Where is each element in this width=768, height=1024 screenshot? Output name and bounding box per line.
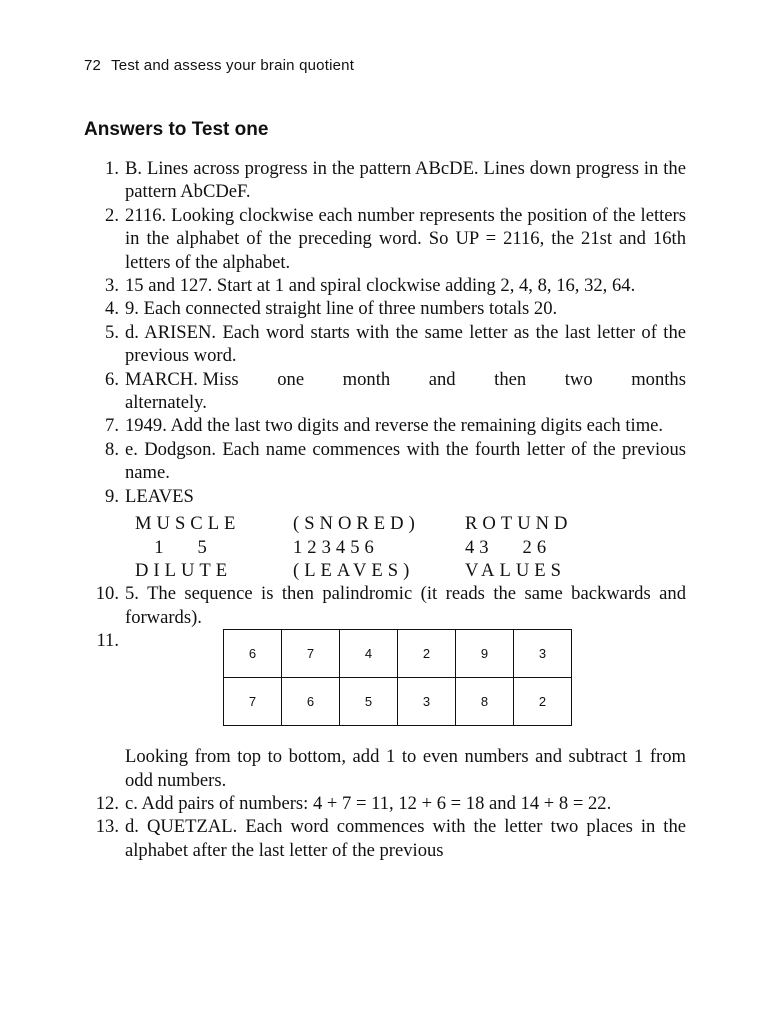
answer-text-line: [125, 368, 686, 391]
answer-number: 2.: [105, 204, 119, 226]
answer-number: 9.: [105, 485, 119, 507]
word-cell: ROTUND: [465, 513, 573, 535]
answer-item-13: [84, 815, 686, 862]
grid-cell: 2: [514, 678, 572, 726]
number-grid-wrapper: [125, 629, 686, 739]
answer-text: e. Dodgson. Each name commences with the fourth letter of the previous name.: [125, 438, 686, 484]
grid-cell: 6: [224, 630, 282, 678]
answer-item-4: [84, 297, 686, 320]
grid-cell: 5: [340, 678, 398, 726]
answer-number: 11.: [96, 630, 119, 652]
grid-cell: 7: [282, 630, 340, 678]
grid-row: [224, 630, 572, 678]
number-grid: [223, 629, 572, 726]
grid-cell: 9: [456, 630, 514, 678]
answer-number: 4.: [105, 298, 119, 320]
answers-list: [84, 157, 686, 862]
page-number: 72: [84, 57, 102, 74]
word: two: [564, 368, 593, 390]
answer-number: 1.: [105, 158, 119, 179]
word: then: [494, 368, 527, 390]
answer-number: 3.: [105, 275, 119, 297]
answer-text: LEAVES: [125, 485, 194, 507]
word: and: [428, 368, 456, 390]
word-cell: (SNORED): [293, 513, 420, 535]
answer-number: 5.: [105, 321, 119, 343]
word-row: [135, 512, 572, 535]
word-cell: 43 26: [465, 536, 552, 558]
grid-cell: 2: [398, 630, 456, 678]
grid-cell: 8: [456, 678, 514, 726]
running-title: Test and assess your brain quotient: [111, 57, 355, 74]
answer-text: d. ARISEN. Each word starts with the same letter as the last letter of the previous word.: [125, 321, 686, 367]
word-cell: VALUES: [465, 559, 566, 581]
word-row: [135, 559, 572, 582]
answer-text: 9. Each connected straight line of three numbers totals 20.: [125, 298, 558, 320]
word-cell: 123456: [293, 536, 379, 558]
word-cell: 1 5: [135, 536, 212, 558]
word-cell: (LEAVES): [293, 559, 415, 581]
answer-item-3: [84, 274, 686, 297]
answer-item-6: [84, 368, 686, 415]
word-alignment-table: [135, 512, 572, 582]
answer-item-12: [84, 792, 686, 815]
answer-item-2: [84, 204, 686, 274]
word-cell: MUSCLE: [135, 513, 241, 535]
grid-cell: 3: [514, 630, 572, 678]
answer-text: 2116. Looking clockwise each number represents the position of the letters in the alphabet of the preceding word. So UP = 2116, the 21st and 16th letters of the alphabet.: [125, 204, 686, 273]
grid-cell: 3: [398, 678, 456, 726]
answer-item-5: [84, 321, 686, 368]
grid-cell: 7: [224, 678, 282, 726]
answer-item-7: [84, 414, 686, 437]
word: MARCH. Miss: [125, 368, 239, 390]
answer-number: 8.: [105, 438, 119, 460]
running-header: [84, 57, 354, 74]
answer-text-line: alternately.: [125, 392, 207, 414]
answer-item-1: [84, 157, 686, 204]
grid-cell: 6: [282, 678, 340, 726]
answer-number: 7.: [105, 415, 119, 437]
answer-item-8: [84, 438, 686, 485]
answer-text: Looking from top to bottom, add 1 to even numbers and subtract 1 from odd numbers.: [125, 746, 686, 791]
answer-text: 15 and 127. Start at 1 and spiral clockwise adding 2, 4, 8, 16, 32, 64.: [125, 275, 636, 297]
word: month: [342, 368, 391, 390]
word-row: [135, 536, 572, 559]
section-title: Answers to Test one: [84, 119, 269, 140]
answer-item-10: [84, 582, 686, 629]
answer-text: B. Lines across progress in the pattern ABcDE. Lines down progress in the pattern AbCDeF.: [125, 158, 686, 203]
answer-item-9: [84, 485, 686, 583]
answer-item-11: [84, 629, 686, 792]
word: months: [631, 368, 686, 390]
answer-text: 5. The sequence is then palindromic (it reads the same backwards and forwards).: [125, 583, 686, 628]
answer-text: d. QUETZAL. Each word commences with the letter two places in the alphabet after the last letter of the previous: [125, 816, 686, 861]
answer-text: 1949. Add the last two digits and reverse the remaining digits each time.: [125, 415, 664, 437]
grid-row: [224, 678, 572, 726]
word-cell: DILUTE: [135, 559, 233, 581]
answer-number: 10.: [95, 583, 119, 605]
answer-number: 12.: [95, 792, 119, 814]
answer-text: c. Add pairs of numbers: 4 + 7 = 11, 12 + 6 = 18 and 14 + 8 = 22.: [125, 792, 612, 814]
answer-number: 13.: [95, 816, 119, 838]
word: one: [277, 368, 305, 390]
grid-cell: 4: [340, 630, 398, 678]
answer-number: 6.: [105, 368, 119, 390]
